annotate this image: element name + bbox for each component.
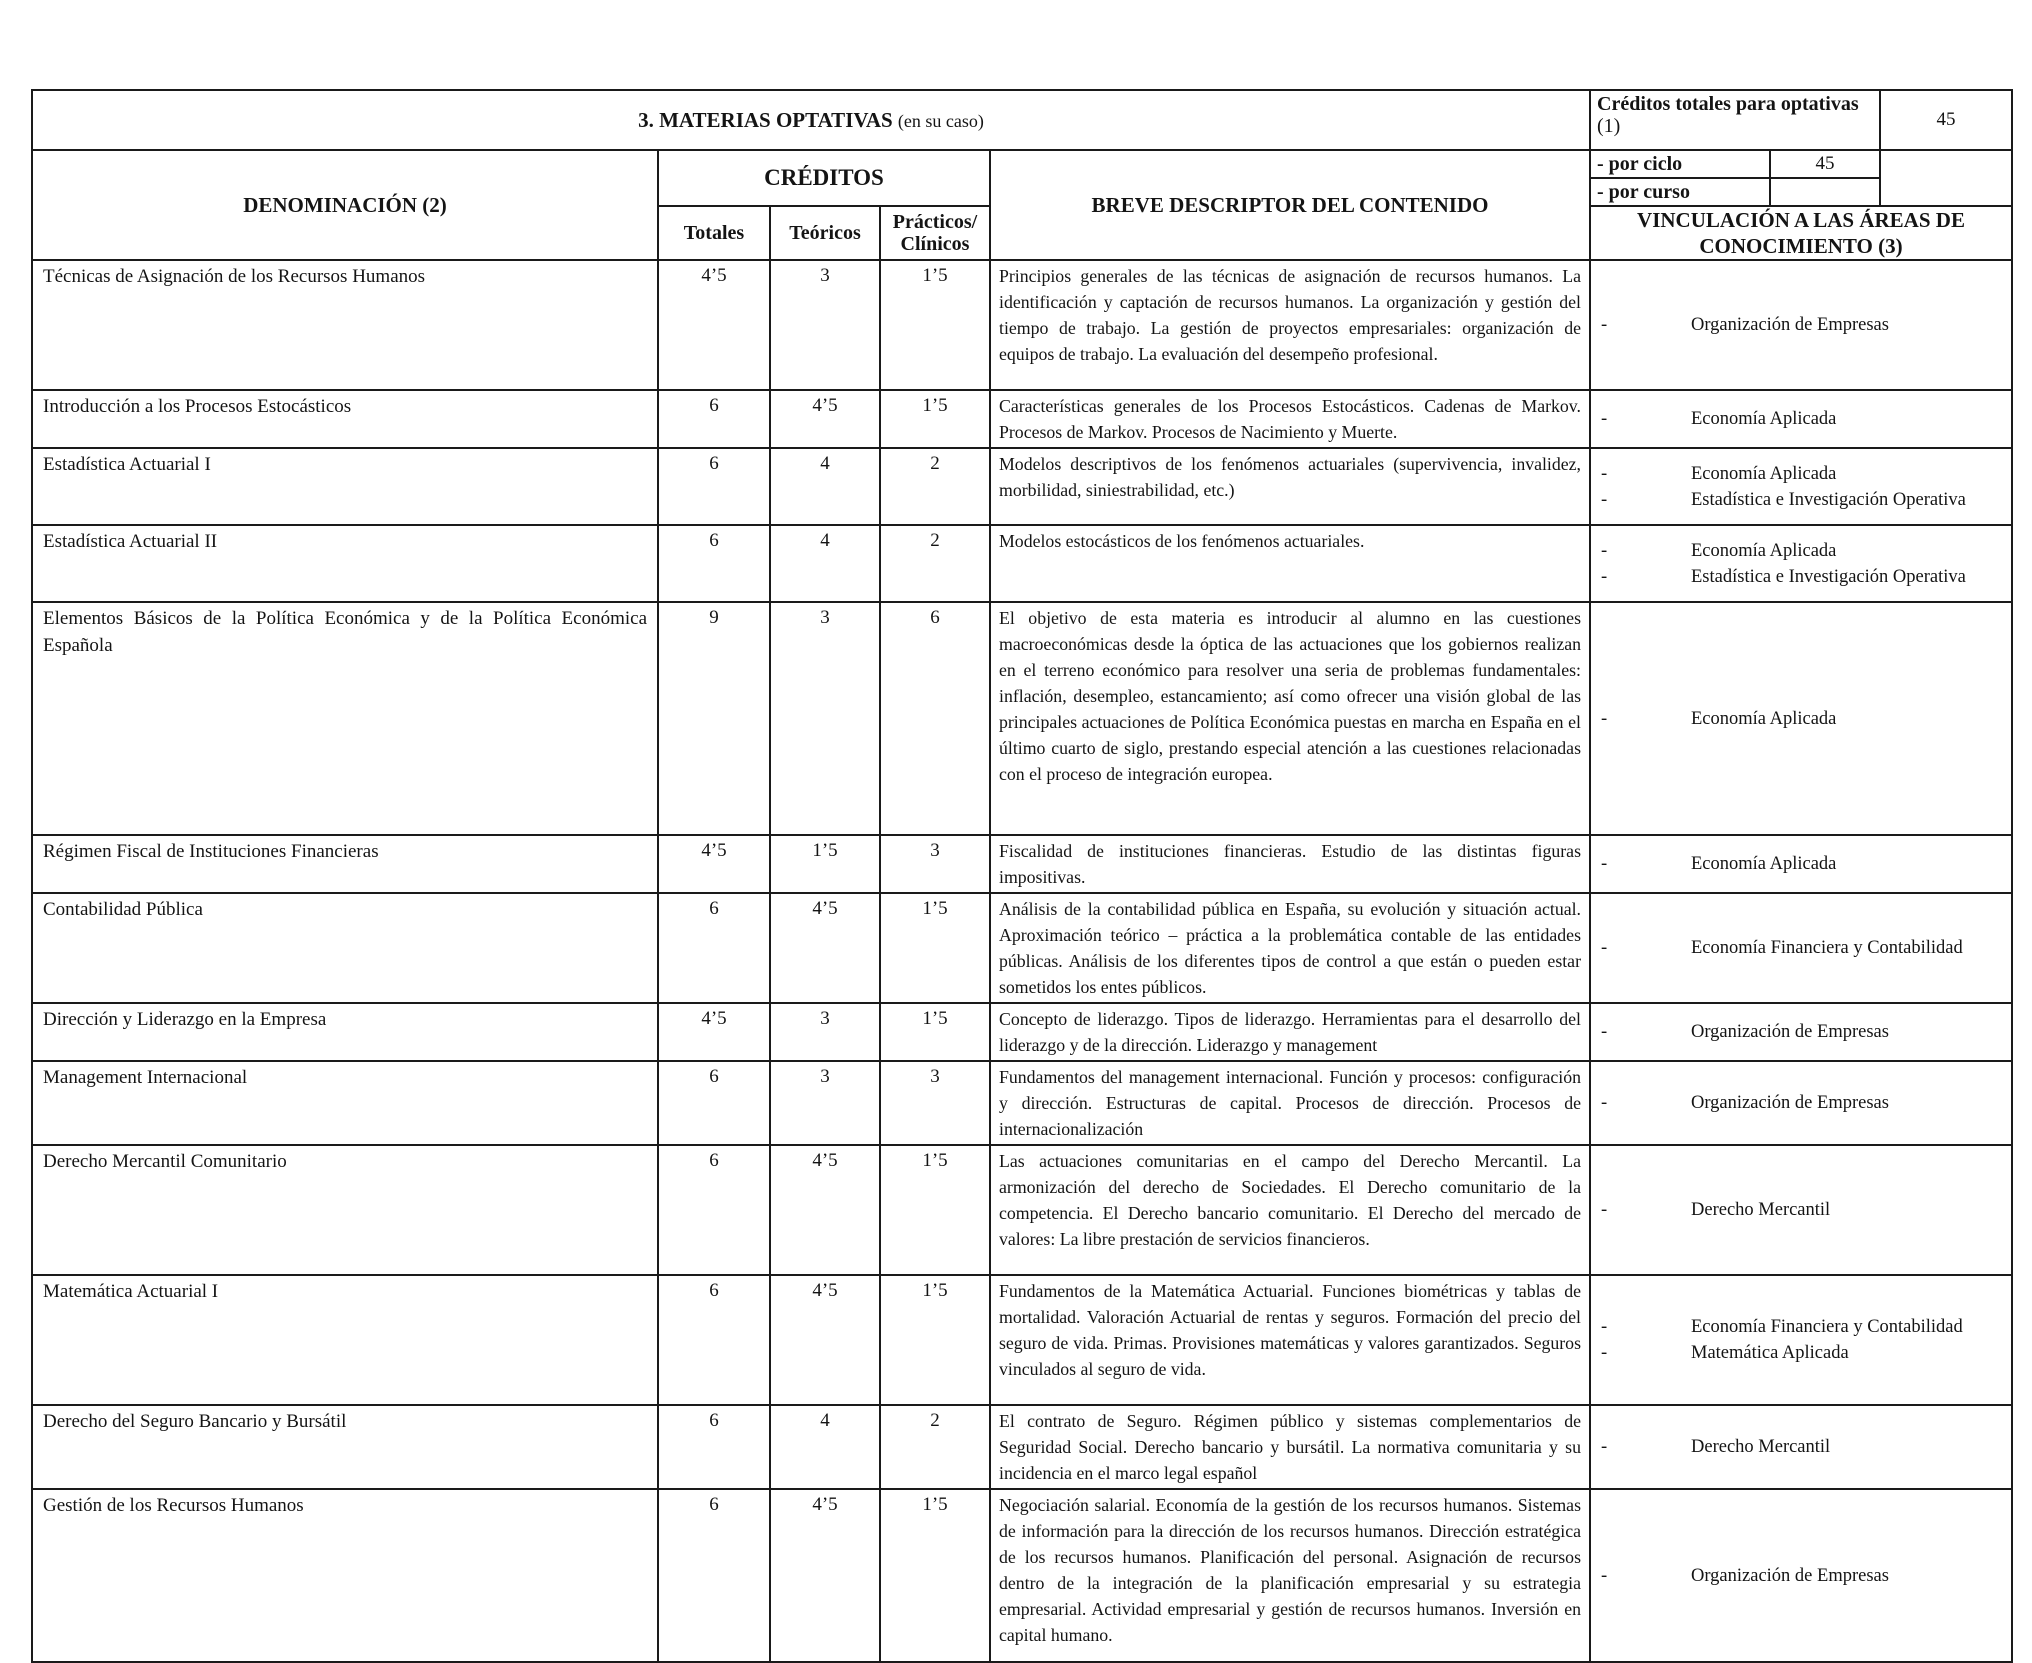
area-item <box>1601 1563 2005 1589</box>
table-row <box>32 1061 2012 1145</box>
optional-subjects-table <box>31 89 2013 1663</box>
subject-description: El objetivo de esta materia es introducir al alumno en las cuestiones macroeconómicas desde la óptica de las actuaciones que los gobiernos realizan en el terreno económico para resolver una seria de problemas fundamentales: inflación, desempleo, estancamiento; así como ofrecer una visión global de las principales actuaciones de Política Económica puestas en marcha en España en el último cuarto de siglo, prestando especial atención a las cuestiones relacionadas con el proceso de integración europea. <box>990 602 1590 835</box>
area-bullet: - <box>1601 489 1608 510</box>
area-item <box>1601 1090 2005 1116</box>
per-cycle-label: - por ciclo <box>1590 150 1770 178</box>
credits-practicos: 2 <box>880 525 990 602</box>
table-row <box>32 1275 2012 1405</box>
credits-practicos: 3 <box>880 1061 990 1145</box>
area-item <box>1601 1340 2005 1366</box>
knowledge-areas <box>1590 1061 2012 1145</box>
knowledge-areas <box>1590 1003 2012 1061</box>
subject-description: Principios generales de las técnicas de asignación de recursos humanos. La identificación y captación de recursos humanos. La organización y gestión del tiempo de trabajo. La gestión de proyectos empresariales: organización de equipos de trabajo. La evaluación del desempeño profesional. <box>990 260 1590 390</box>
total-credits-label: Créditos totales para optativas <box>1597 93 1859 115</box>
credits-totales: 6 <box>658 448 770 525</box>
area-name: Economía Aplicada <box>1691 463 1837 484</box>
credits-teoricos: 4’5 <box>770 1145 880 1275</box>
subject-description: Las actuaciones comunitarias en el campo del Derecho Mercantil. La armonización del derecho de Sociedades. El Derecho comunitario de la competencia. El Derecho bancario comunitario. El Derecho del mercado de valores: La libre prestación de servicios financieros. <box>990 1145 1590 1275</box>
knowledge-areas <box>1590 602 2012 835</box>
table-row <box>32 1145 2012 1275</box>
subject-name: Régimen Fiscal de Instituciones Financieras <box>32 835 658 893</box>
table-row <box>32 1405 2012 1489</box>
credits-totales: 4’5 <box>658 260 770 390</box>
area-name: Organización de Empresas <box>1691 1022 1889 1042</box>
knowledge-areas <box>1590 260 2012 390</box>
knowledge-areas <box>1590 1145 2012 1275</box>
area-bullet: - <box>1601 463 1608 484</box>
subject-description: El contrato de Seguro. Régimen público y sistemas complementarios de Seguridad Social. Derecho bancario y bursátil. La normativa comunitaria y su incidencia en el marco legal español <box>990 1405 1590 1489</box>
credits-teoricos: 4’5 <box>770 893 880 1003</box>
subject-name: Gestión de los Recursos Humanos <box>32 1489 658 1662</box>
per-course-label: - por curso <box>1590 178 1770 206</box>
optional-subjects-document <box>31 89 2013 1663</box>
area-bullet: - <box>1601 1093 1608 1113</box>
subject-name: Introducción a los Procesos Estocásticos <box>32 390 658 448</box>
area-bullet: - <box>1601 938 1608 958</box>
area-item <box>1601 1019 2005 1045</box>
per-cycle-value: 45 <box>1770 150 1880 178</box>
subject-description: Concepto de liderazgo. Tipos de liderazgo. Herramientas para el desarrollo del liderazgo y de la dirección. Liderazgo y management <box>990 1003 1590 1061</box>
knowledge-areas <box>1590 525 2012 602</box>
area-name: Matemática Aplicada <box>1691 1343 1849 1363</box>
subject-name: Contabilidad Pública <box>32 893 658 1003</box>
credits-teoricos: 4’5 <box>770 390 880 448</box>
credits-teoricos: 4 <box>770 525 880 602</box>
credits-totales: 6 <box>658 390 770 448</box>
table-body <box>32 90 2012 1662</box>
subject-name: Estadística Actuarial I <box>32 448 658 525</box>
credits-practicos: 1’5 <box>880 1145 990 1275</box>
col-vinculacion-line1: VINCULACIÓN A LAS ÁREAS DE <box>1637 208 1965 232</box>
area-item <box>1601 706 2005 732</box>
area-name: Derecho Mercantil <box>1691 1200 1831 1220</box>
subject-description: Fiscalidad de instituciones financieras. Estudio de las distintas figuras impositivas. <box>990 835 1590 893</box>
area-bullet: - <box>1601 540 1608 561</box>
credits-practicos: 2 <box>880 1405 990 1489</box>
credits-totales: 6 <box>658 893 770 1003</box>
subject-name: Dirección y Liderazgo en la Empresa <box>32 1003 658 1061</box>
credits-totales: 6 <box>658 1275 770 1405</box>
area-name: Estadística e Investigación Operativa <box>1691 489 1966 510</box>
credits-practicos: 6 <box>880 602 990 835</box>
col-vinculacion-header <box>1590 206 2012 260</box>
subject-name: Derecho del Seguro Bancario y Bursátil <box>32 1405 658 1489</box>
title-row <box>32 90 2012 150</box>
col-credits-header: CRÉDITOS <box>658 150 990 206</box>
col-practicos-header <box>880 206 990 260</box>
area-name: Organización de Empresas <box>1691 1093 1889 1113</box>
area-item <box>1601 1197 2005 1223</box>
knowledge-areas <box>1590 893 2012 1003</box>
area-item <box>1601 935 2005 961</box>
area-name: Economía Aplicada <box>1691 854 1837 874</box>
section-suffix: (en su caso) <box>897 110 984 131</box>
area-item <box>1601 851 2005 877</box>
credits-totales: 6 <box>658 525 770 602</box>
credits-teoricos: 4 <box>770 448 880 525</box>
area-bullet: - <box>1601 1317 1608 1337</box>
area-name: Economía Financiera y Contabilidad <box>1691 1317 1963 1337</box>
table-row <box>32 602 2012 835</box>
col-practicos-line2: Clínicos <box>900 233 970 255</box>
area-item <box>1601 1434 2005 1460</box>
credits-totales: 4’5 <box>658 835 770 893</box>
subject-name: Técnicas de Asignación de los Recursos Humanos <box>32 260 658 390</box>
col-practicos-line1: Prácticos/ <box>892 211 978 233</box>
subject-name: Derecho Mercantil Comunitario <box>32 1145 658 1275</box>
subject-description: Fundamentos del management internacional. Función y procesos: configuración y dirección. Estructuras de capital. Procesos de dirección. Procesos de internacionalización <box>990 1061 1590 1145</box>
knowledge-areas <box>1590 1275 2012 1405</box>
subject-description: Características generales de los Procesos Estocásticos. Cadenas de Markov. Procesos de Markov. Procesos de Nacimiento y Muerte. <box>990 390 1590 448</box>
credits-practicos: 1’5 <box>880 1003 990 1061</box>
subject-description: Fundamentos de la Matemática Actuarial. Funciones biométricas y tablas de mortalidad. Valoración Actuarial de rentas y seguros. Formación del precio del seguro de vida. Primas. Provisiones matemáticas y valores garantizados. Seguros vinculados al seguro de vida. <box>990 1275 1590 1405</box>
credits-teoricos: 4’5 <box>770 1275 880 1405</box>
area-name: Derecho Mercantil <box>1691 1437 1831 1457</box>
col-totales-header: Totales <box>658 206 770 260</box>
table-row <box>32 260 2012 390</box>
credits-practicos: 2 <box>880 448 990 525</box>
header-row-1 <box>32 150 2012 178</box>
area-bullet: - <box>1601 1343 1608 1363</box>
area-bullet: - <box>1601 566 1608 587</box>
credits-practicos: 1’5 <box>880 893 990 1003</box>
table-row <box>32 390 2012 448</box>
subject-name: Management Internacional <box>32 1061 658 1145</box>
credits-totales: 6 <box>658 1145 770 1275</box>
area-item <box>1601 406 2005 432</box>
area-bullet: - <box>1601 708 1608 729</box>
area-bullet: - <box>1601 1022 1608 1042</box>
credits-teoricos: 4’5 <box>770 1489 880 1662</box>
credits-practicos: 3 <box>880 835 990 893</box>
col-descriptor-header: BREVE DESCRIPTOR DEL CONTENIDO <box>990 150 1590 260</box>
credits-teoricos: 3 <box>770 1003 880 1061</box>
area-bullet: - <box>1601 1200 1608 1220</box>
table-row <box>32 893 2012 1003</box>
total-credits-value: 45 <box>1880 90 2012 150</box>
col-name-header: DENOMINACIÓN (2) <box>32 150 658 260</box>
subject-description: Modelos estocásticos de los fenómenos actuariales. <box>990 525 1590 602</box>
credits-teoricos: 3 <box>770 602 880 835</box>
credits-teoricos: 3 <box>770 1061 880 1145</box>
area-name: Economía Aplicada <box>1691 409 1837 429</box>
credits-practicos: 1’5 <box>880 1275 990 1405</box>
area-bullet: - <box>1601 1437 1608 1457</box>
subject-name: Matemática Actuarial I <box>32 1275 658 1405</box>
credits-totales: 6 <box>658 1489 770 1662</box>
knowledge-areas <box>1590 835 2012 893</box>
credits-totales: 9 <box>658 602 770 835</box>
subject-description: Análisis de la contabilidad pública en España, su evolución y situación actual. Aproximación teórico – práctica a la problemática contable de las entidades públicas. Análisis de los diferentes tipos de control a que están o pueden estar sometidos los entes públicos. <box>990 893 1590 1003</box>
area-item <box>1601 538 2005 564</box>
knowledge-areas <box>1590 448 2012 525</box>
credits-teoricos: 1’5 <box>770 835 880 893</box>
area-name: Organización de Empresas <box>1691 315 1889 335</box>
col-vinculacion-line2: CONOCIMIENTO (3) <box>1699 234 1903 258</box>
col-teoricos-header: Teóricos <box>770 206 880 260</box>
credits-totales: 4’5 <box>658 1003 770 1061</box>
subject-name: Elementos Básicos de la Política Económica y de la Política Económica Española <box>32 602 658 835</box>
table-row <box>32 525 2012 602</box>
table-row <box>32 1003 2012 1061</box>
per-course-value <box>1770 178 1880 206</box>
credits-practicos: 1’5 <box>880 390 990 448</box>
area-bullet: - <box>1601 1565 1608 1586</box>
header-empty-cell <box>1880 150 2012 206</box>
area-bullet: - <box>1601 409 1608 429</box>
credits-totales: 6 <box>658 1061 770 1145</box>
total-credits-label-cell <box>1590 90 1880 150</box>
table-row <box>32 448 2012 525</box>
credits-totales: 6 <box>658 1405 770 1489</box>
area-item <box>1601 564 2005 590</box>
area-item <box>1601 1314 2005 1340</box>
area-name: Economía Financiera y Contabilidad <box>1691 938 1963 958</box>
total-credits-note: (1) <box>1597 115 1621 137</box>
knowledge-areas <box>1590 390 2012 448</box>
area-bullet: - <box>1601 854 1608 874</box>
subject-name: Estadística Actuarial II <box>32 525 658 602</box>
credits-practicos: 1’5 <box>880 1489 990 1662</box>
subject-description: Negociación salarial. Economía de la gestión de los recursos humanos. Sistemas de información para la dirección de los recursos humanos. Dirección estratégica de los recursos humanos. Planificación del personal. Asignación de recursos dentro de la integración de la planificación empresarial y su estrategia empresarial. Actividad empresarial y gestión de recursos humanos. Inversión en capital humano. <box>990 1489 1590 1662</box>
table-row <box>32 835 2012 893</box>
area-name: Economía Aplicada <box>1691 708 1837 729</box>
subject-description: Modelos descriptivos de los fenómenos actuariales (supervivencia, invalidez, morbilidad, siniestrabilidad, etc.) <box>990 448 1590 525</box>
section-title: 3. MATERIAS OPTATIVAS <box>638 107 893 132</box>
knowledge-areas <box>1590 1405 2012 1489</box>
area-name: Estadística e Investigación Operativa <box>1691 566 1966 587</box>
area-item <box>1601 312 2005 338</box>
area-name: Economía Aplicada <box>1691 540 1837 561</box>
knowledge-areas <box>1590 1489 2012 1662</box>
area-item <box>1601 487 2005 513</box>
area-name: Organización de Empresas <box>1691 1565 1889 1586</box>
credits-teoricos: 3 <box>770 260 880 390</box>
credits-teoricos: 4 <box>770 1405 880 1489</box>
area-bullet: - <box>1601 315 1608 335</box>
credits-practicos: 1’5 <box>880 260 990 390</box>
table-row <box>32 1489 2012 1662</box>
area-item <box>1601 461 2005 487</box>
section-title-cell <box>32 90 1590 150</box>
